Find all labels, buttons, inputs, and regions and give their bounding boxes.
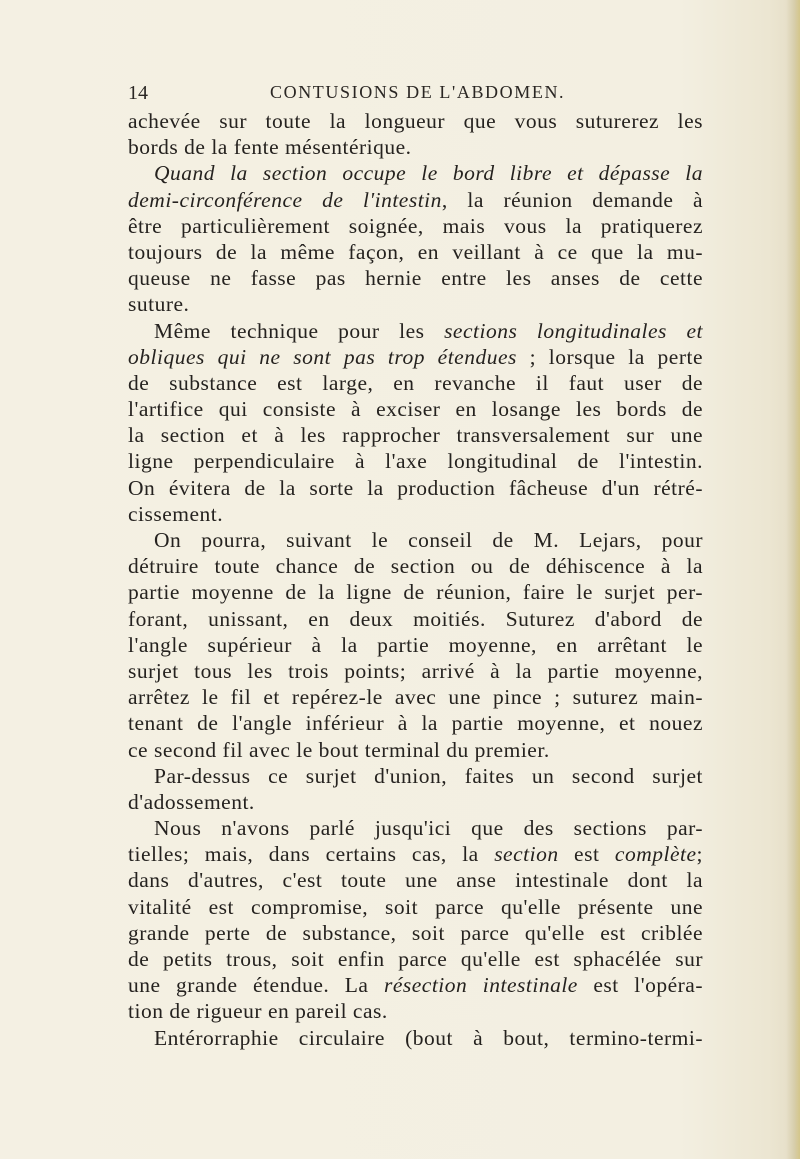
text-segment: tenant de l'angle inférieur à la partie moyenne, et nouez [128, 711, 703, 736]
text-line [128, 867, 703, 893]
text-segment: l'angle supérieur à la partie moyenne, en arrêtant le [128, 632, 703, 657]
text-segment: est l'opéra- [577, 973, 703, 998]
italic-text: complète [614, 842, 697, 867]
text-line [128, 422, 703, 448]
text-line [128, 396, 703, 422]
text-segment: ; [696, 842, 703, 867]
text-line [128, 187, 703, 213]
text-segment: arrêtez le fil et repérez-le avec une pince ; suturez main- [128, 685, 703, 710]
text-segment: suture. [128, 292, 190, 317]
text-segment: être particulièrement soignée, mais vous la pratiquerez [128, 213, 703, 238]
text-segment: Nous n'avons parlé jusqu'ici que des sections par- [154, 816, 703, 841]
text-segment: ; lorsque la perte [516, 344, 703, 369]
text-segment: , la réunion demande à [441, 187, 703, 212]
text-segment: Par-dessus ce surjet d'union, faites un second surjet [154, 763, 703, 788]
text-segment: bords de la fente mésentérique. [128, 135, 412, 160]
text-line [128, 108, 703, 134]
italic-text: résection intestinale [383, 973, 578, 998]
text-segment: la section et à les rapprocher transversalement sur une [128, 423, 703, 448]
text-line [128, 213, 703, 239]
text-line [128, 160, 703, 186]
text-segment: détruire toute chance de section ou de déhiscence à la [128, 554, 703, 579]
text-segment: dans d'autres, c'est toute une anse intestinale dont la [128, 868, 703, 893]
text-line [128, 920, 703, 946]
text-segment: surjet tous les trois points; arrivé à la partie moyenne, [128, 658, 703, 683]
text-line [128, 632, 703, 658]
italic-text: Quand la section occupe le bord libre et dépasse la [154, 161, 703, 186]
text-segment: achevée sur toute la longueur que vous suturerez les [128, 109, 703, 133]
text-line [128, 448, 703, 474]
text-line [128, 553, 703, 579]
text-line [128, 239, 703, 265]
text-segment: On pourra, suivant le conseil de M. Lejars, pour [154, 528, 703, 552]
page-header [128, 82, 688, 106]
text-segment: tielles; mais, dans certains cas, la [128, 842, 495, 867]
italic-text: obliques qui ne sont pas trop étendues [128, 344, 517, 369]
italic-text: demi-circonférence de l'intestin [128, 187, 442, 212]
text-segment: Même technique pour les [154, 318, 445, 343]
text-line [128, 475, 703, 501]
page-edge [786, 0, 800, 1159]
text-line [128, 134, 703, 160]
text-line [128, 370, 703, 396]
text-segment: grande perte de substance, soit parce qu'elle est criblée [128, 920, 703, 945]
running-title: CONTUSIONS DE L'ABDOMEN. [270, 82, 566, 102]
text-line [128, 1025, 703, 1051]
text-line [128, 710, 703, 736]
text-line [128, 894, 703, 920]
text-segment: queuse ne fasse pas hernie entre les anses de cette [128, 266, 703, 291]
text-line [128, 946, 703, 972]
text-segment: vitalité est compromise, soit parce qu'elle présente une [128, 894, 703, 919]
body-text [128, 108, 703, 1051]
text-segment: ligne perpendiculaire à l'axe longitudinal de l'intestin. [128, 449, 703, 474]
text-segment: de petits trous, soit enfin parce qu'elle est sphacélée sur [128, 947, 703, 971]
text-segment: On évitera de la sorte la production fâcheuse d'un rétré- [128, 475, 703, 500]
text-line [128, 658, 703, 684]
text-line [128, 815, 703, 841]
text-segment: partie moyenne de la ligne de réunion, faire le surjet per- [128, 580, 703, 605]
text-segment: cissement. [128, 501, 224, 526]
text-segment: d'adossement. [128, 789, 255, 814]
text-segment: est [558, 842, 615, 867]
text-line [128, 318, 703, 344]
text-line [128, 291, 703, 317]
page-number: 14 [128, 82, 148, 104]
text-line [128, 344, 703, 370]
text-line [128, 841, 703, 867]
italic-text: section [494, 842, 559, 867]
text-line [128, 737, 703, 763]
text-line [128, 527, 703, 553]
text-line [128, 684, 703, 710]
text-segment: une grande étendue. La [128, 973, 384, 998]
text-segment: de substance est large, en revanche il faut user de [128, 370, 703, 395]
text-segment: forant, unissant, en deux moitiés. Suturez d'abord de [128, 606, 703, 631]
text-line [128, 501, 703, 527]
text-segment: toujours de la même façon, en veillant à ce que la mu- [128, 239, 703, 264]
text-line [128, 763, 703, 789]
text-line [128, 998, 703, 1024]
italic-text: sections longitudinales et [444, 318, 704, 343]
text-segment: tion de rigueur en pareil cas. [128, 999, 388, 1024]
text-line [128, 972, 703, 998]
text-segment: ce second fil avec le bout terminal du premier. [128, 737, 550, 762]
text-line [128, 579, 703, 605]
text-line [128, 789, 703, 815]
text-segment: l'artifice qui consiste à exciser en losange les bords de [128, 397, 703, 422]
text-line [128, 265, 703, 291]
text-line [128, 606, 703, 632]
text-segment: Entérorraphie circulaire (bout à bout, termino-termi- [154, 1025, 703, 1050]
